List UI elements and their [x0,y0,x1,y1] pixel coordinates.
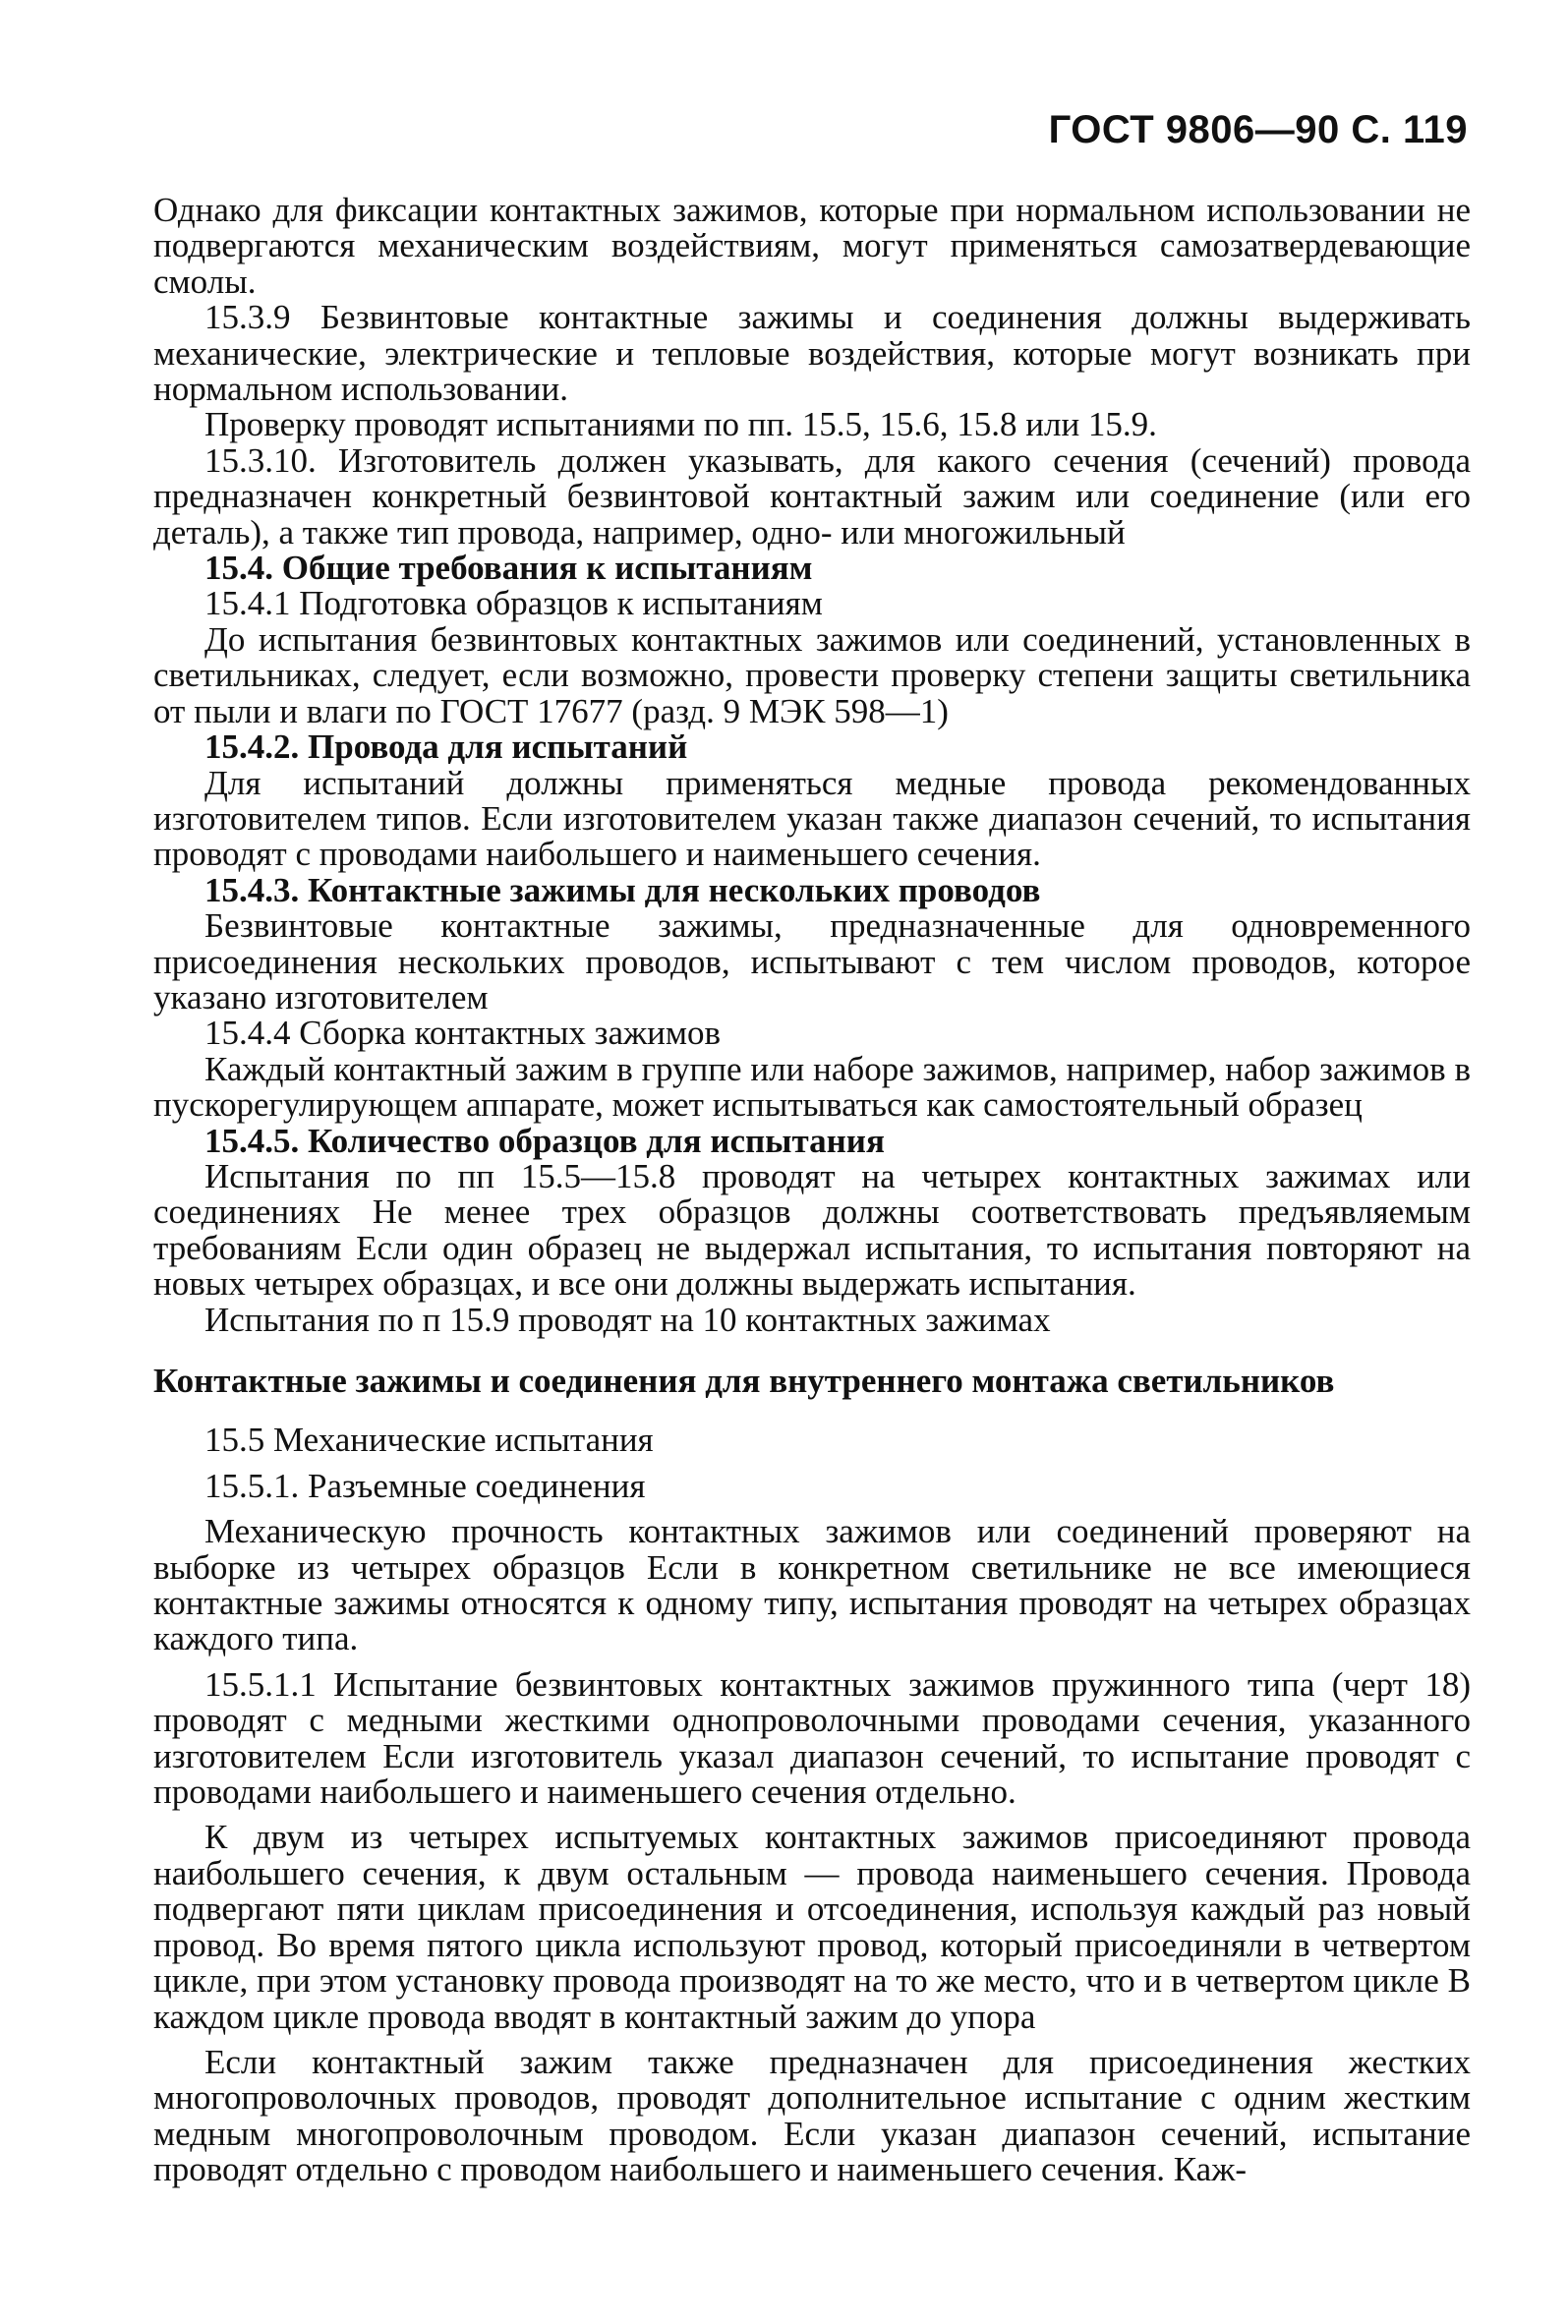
paragraph: Испытания по пп 15.5—15.8 проводят на четырех контактных зажимах или соединениях Не менее трех образцов должны соответствовать предъявляемым требованиям Если один образец не выдержал испытания, то испытания повторяют на новых четырех образцах, и все они должны выдержать испытания. [153,1156,1471,1304]
section-heading: 15.4.2. Провода для испытаний [204,727,688,767]
paragraph: Каждый контактный зажим в группе или наборе зажимов, например, набор зажимов в пускорегулирующем аппарате, может испытываться как самостоятельный образец [153,1049,1471,1125]
paragraph: До испытания безвинтовых контактных зажимов или соединений, установленных в светильниках, следует, если возможно, провести проверку степени защиты светильника от пыли и влаги по ГОСТ 17677 (разд. 9 МЭК 598—1) [153,619,1471,730]
section-heading: 15.4.5. Количество образцов для испытания [204,1121,885,1160]
paragraph: Испытания по п 15.9 проводят на 10 контактных зажимах [204,1300,1051,1339]
section-heading: 15.4. Общие требования к испытаниям [204,549,813,588]
paragraph: Проверку проводят испытаниями по пп. 15.5, 15.6, 15.8 или 15.9. [204,405,1157,444]
body-text [153,193,1471,2188]
paragraph: Однако для фиксации контактных зажимов, которые при нормальном использовании не подвергаются механическим воздействиям, могут применяться самозатвердевающие смолы. [153,191,1471,301]
paragraph: 15.5 Механические испытания [204,1421,654,1460]
paragraph: 15.3.9 Безвинтовые контактные зажимы и соединения должны выдерживать механические, электрические и тепловые воздействия, которые могут возникать при нормальном использовании. [153,298,1471,409]
section-heading: 15.4.3. Контактные зажимы для нескольких проводов [204,870,1041,909]
paragraph: К двум из четырех испытуемых контактных зажимов присоединяют провода наибольшего сечения, к двум остальным — провода наименьшего сечения. Провода подвергают пяти циклам присоединения и отсоединения, используя каждый раз новый провод. Во время пятого цикла используют провод, который присоединяли в четвертом цикле, при этом установку провода производят на то же место, что и в четвертом цикле В каждом цикле провода вводят в контактный зажим до упора [153,1818,1471,2036]
paragraph: Безвинтовые контактные зажимы, предназначенные для одновременного присоединения нескольких проводов, испытывают с тем числом проводов, которое указано изготовителем [153,906,1471,1017]
paragraph: Для испытаний должны применяться медные провода рекомендованных изготовителем типов. Если изготовителем указан также диапазон сечений, то испытания проводят с проводами наибольшего и наименьшего сечения. [153,763,1471,874]
paragraph: 15.3.10. Изготовитель должен указывать, для какого сечения (сечений) провода предназначен конкретный безвинтовой контактный зажим или соединение (или его деталь), а также тип провода, например, одно- или многожильный [153,440,1471,552]
paragraph: 15.5.1.1 Испытание безвинтовых контактных зажимов пружинного типа (черт 18) проводят с медными жесткими однопроволочными проводами сечения, указанного изготовителем Если изготовитель указал диапазон сечений, то испытание проводят с проводами наибольшего и наименьшего сечения отдельно. [153,1664,1471,1812]
paragraph: Механическую прочность контактных зажимов или соединений проверяют на выборке из четырех образцов Если в конкретном светильнике не все имеющиеся контактные зажимы относятся к одному типу, испытания проводят на четырех образцах каждого типа. [153,1512,1471,1658]
paragraph: 15.4.1 Подготовка образцов к испытаниям [204,584,823,623]
paragraph: Если контактный зажим также предназначен для присоединения жестких многопроволочных проводов, проводят дополнительное испытание с одним жестким медным многопроволочным проводом. Если указан диапазон сечений, испытание проводят отдельно с проводом наибольшего и наименьшего сечения. Каж- [153,2042,1471,2189]
paragraph: 15.5.1. Разъемные соединения [204,1466,646,1505]
paragraph: 15.4.4 Сборка контактных зажимов [204,1014,722,1053]
section-heading: Контактные зажимы и соединения для внутреннего монтажа светильников [153,1362,1335,1400]
page-header: ГОСТ 9806—90 С. 119 [1048,108,1468,151]
